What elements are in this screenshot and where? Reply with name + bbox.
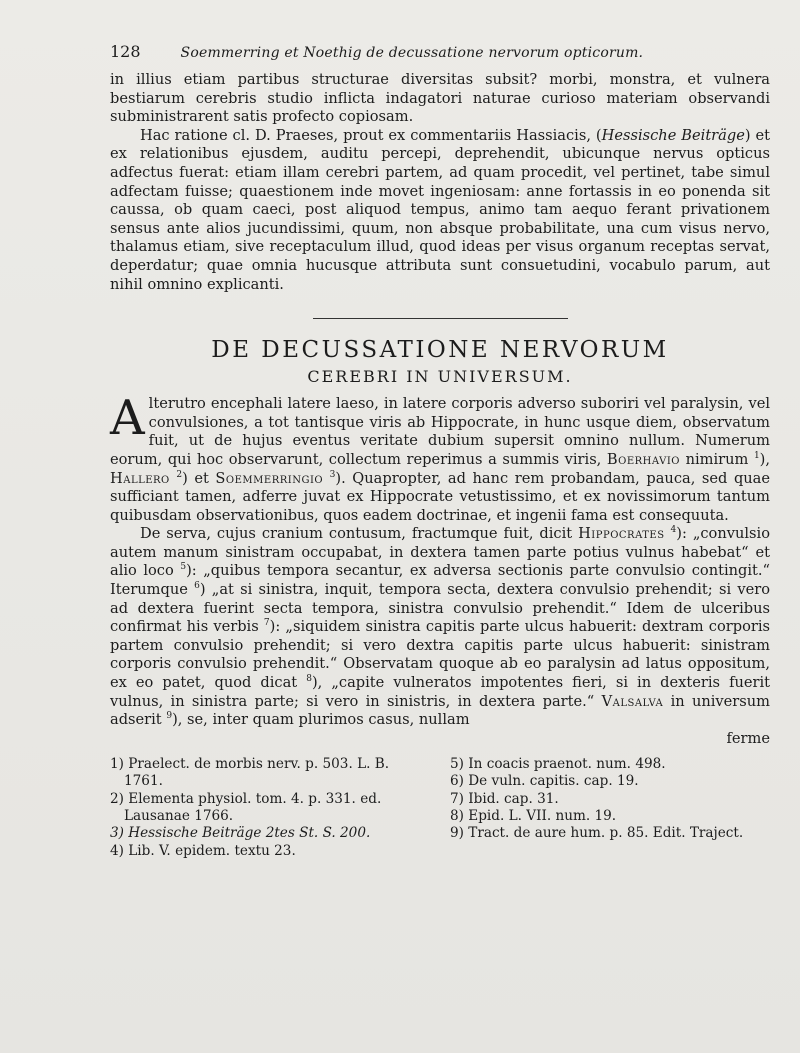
- footnote-ref: 1: [753, 451, 760, 462]
- footnote: 9) Tract. de aure hum. p. 85. Edit. Traject.: [450, 825, 744, 842]
- paragraph-3: [110, 390, 771, 525]
- footnote: 3) Hessische Beiträge 2tes St. S. 200.: [110, 825, 371, 842]
- text-run: lterutro encephali latere laeso, in latere corporis adverso suboriri vel paralysin, vel convulsiones, a tot tantisque viris ab Hippocrate, in hunc usque diem, observatum fuit, ut de hujus eventus veritate dubium supersit omnino nullum. Numerum eorum, qui hoc observarunt, collectum reperimus a summis viris,: [110, 395, 770, 468]
- author-name: Soemmerringio: [215, 469, 324, 487]
- text-run: ),: [759, 450, 771, 468]
- text-run: ) et ex relationibus ejusdem, auditu percepi, deprehendit, ubicunque nervus opticus adfectus fuerat: etiam illam cerebri partem, ad quam procedit, vel pertinet, tabe simul adfectam fuisse; quaestionem inde movet ingeniosam: anne fortassis in eo ponenda sit caussa, ob quam caeci, post aliquod tempus, animo tam aequo ferant privationem sensus ante alios jucundissimi, quum, non absque probabilitate, una cum visus nervo, thalamus etiam, sive receptaculum illud, quod ideas per visus organum receptas servat, deperdatur; quae omnia hucusque attributa sunt consuetudini, vocabulo parum, aut nihil omnino explicanti.: [110, 126, 770, 293]
- page-content: [110, 42, 770, 860]
- author-name: Hippocrates: [578, 525, 665, 543]
- footnote: 4) Lib. V. epidem. textu 23.: [110, 842, 296, 859]
- author-name: Boerhavio: [606, 450, 680, 468]
- footnote-ref: 7: [263, 618, 270, 629]
- paragraph-2: [110, 127, 770, 294]
- text-run: ) et: [182, 469, 209, 487]
- footnote: 2) Elementa physiol. tom. 4. p. 331. ed. Lausanae 1766.: [110, 790, 382, 825]
- footnote-ref: 3: [329, 469, 336, 480]
- paragraph-1: in illius etiam partibus structurae diversitas subsit? morbi, monstra, et vulnera bestiarum cerebris studio inflicta indagatori naturae curioso materiam observandi subministrarent satis profecto copiosam.: [110, 71, 770, 126]
- paragraph-4: [110, 525, 770, 730]
- footnote: 1) Praelect. de morbis nerv. p. 503. L. B. 1761.: [110, 755, 390, 790]
- footnote-ref: 6: [194, 581, 200, 592]
- catchword: ferme: [726, 729, 770, 747]
- section-divider: [313, 318, 568, 319]
- text-run: De serva, cujus cranium contusum, fractumque fuit, dicit: [140, 525, 573, 543]
- drop-cap: A: [110, 390, 145, 447]
- section-title: DE DECUSSATIONE NERVORUM: [211, 337, 669, 364]
- text-run: ), „capite vulneratos impotentes fieri, si in dexteris fuerit vulnus, in sinistra parte; si vero in sinistris, in dextera parte.“: [110, 674, 771, 710]
- footnote: 6) De vuln. capitis. cap. 19.: [450, 773, 639, 790]
- footnote: 5) In coacis praenot. num. 498.: [450, 755, 666, 772]
- text-run: ), se, inter quam plurimos casus, nullam: [172, 711, 470, 729]
- text-run: ): „quibus tempora secantur, ex adversa sectionis parte convulsio contingit.“ Iterumque: [110, 562, 771, 599]
- footnote: 8) Epid. L. VII. num. 19.: [450, 808, 617, 825]
- running-title: Soemmerring et Noethig de decussatione nervorum opticorum.: [180, 45, 644, 61]
- running-head: [110, 42, 770, 61]
- footnote-ref: 9: [166, 711, 173, 722]
- footnotes-left: [110, 756, 430, 860]
- citation-title: Hessische Beiträge: [601, 126, 745, 144]
- footnotes-right: [450, 756, 770, 860]
- footnote-spacer: [110, 748, 770, 756]
- footnotes: [110, 756, 770, 860]
- author-name: Hallero: [110, 469, 170, 487]
- text-run: in universum adserit: [110, 692, 771, 729]
- footnote-ref: 4: [670, 525, 677, 536]
- page-number: 128: [110, 42, 141, 61]
- text-run: nimirum: [685, 450, 749, 468]
- text-run: ): „convulsio autem manum sinistram occupabat, in dextera tamen parte potius vulnus habebat“ et alio loco: [110, 525, 770, 580]
- text-run: ) „at si sinistra, inquit, tempora secta, dextera convulsio prehendit; si vero ad dextera fuerint secta tempora, sinistra convulsio prehendit.“ Idem de ulceribus confirmat his verbis: [110, 581, 770, 636]
- footnote-ref: 5: [180, 562, 187, 573]
- footnote-ref: 8: [306, 674, 312, 685]
- section-subtitle: CEREBRI IN UNIVERSUM.: [307, 367, 573, 387]
- author-name: Valsalva: [601, 692, 664, 710]
- text-run: Hac ratione cl. D. Praeses, prout ex commentariis Hassiacis, (: [140, 126, 602, 144]
- footnote-ref: 2: [176, 469, 183, 480]
- text-run: ). Quapropter, ad hanc rem probandam, pauca, sed quae sufficiant tamen, adferre juvat ex Hippocrate vetustissimo, et ex novissimorum tantum quibusdam observationibus, quos eadem doctrinae, et ingenii fama est consequuta.: [110, 469, 771, 524]
- footnote: 7) Ibid. cap. 31.: [450, 790, 559, 807]
- text-run: ): „siquidem sinistra capitis parte ulcus habuerit: dextram corporis partem convulsio prehendit; si vero dextra capitis parte ulcus habuerit: sinistram corporis convulsio prehendit.“ Observatam quoque ab eo paralysin ad latus oppositum, ex eo patet, quod dicat: [110, 618, 770, 692]
